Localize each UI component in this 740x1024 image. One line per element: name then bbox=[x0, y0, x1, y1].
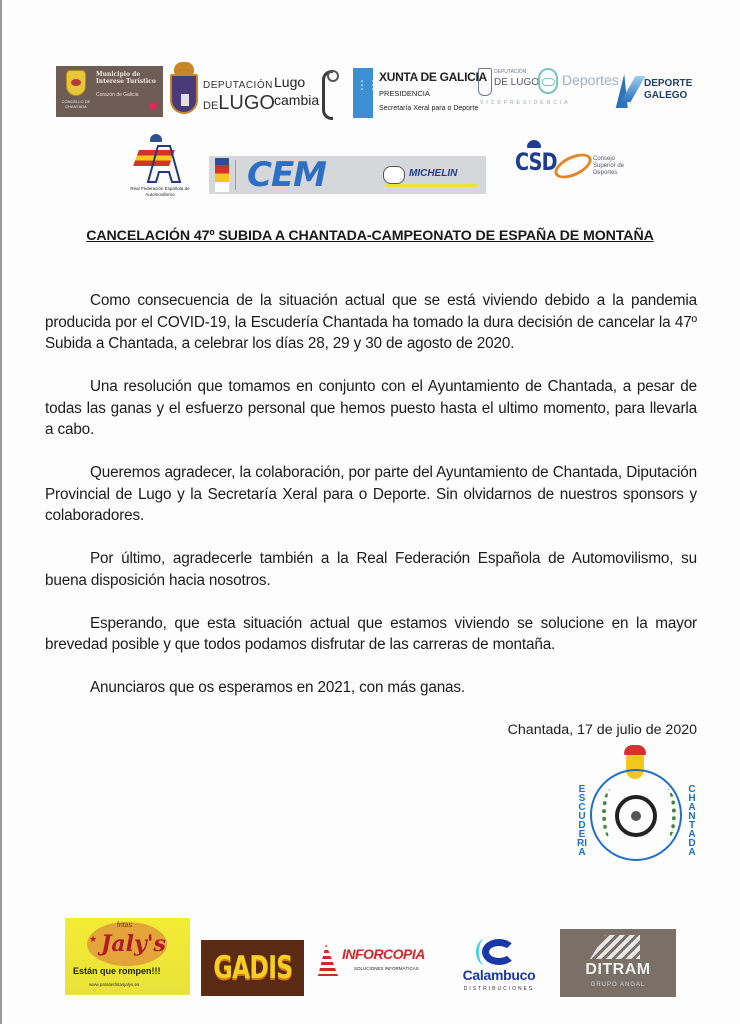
star-icon: ★ bbox=[89, 934, 98, 944]
inforcopia-name: INFORCOPIA bbox=[342, 946, 425, 962]
ditram-sub: GRUPO ANGAL bbox=[590, 982, 646, 988]
sponsor-gadis bbox=[201, 940, 304, 996]
deporte-galego-line2: GALEGO bbox=[644, 90, 688, 101]
lugo-cambia-line1: Lugo bbox=[274, 74, 306, 90]
shield-icon bbox=[478, 68, 492, 96]
cem-michelin-banner bbox=[209, 156, 486, 194]
deputacion-lugo-label bbox=[203, 93, 275, 117]
jalys-url: www.patatasfritasjalys.es bbox=[89, 982, 140, 987]
calambuco-name: Calambuco bbox=[462, 967, 536, 983]
csd-letters: CSD bbox=[515, 148, 557, 176]
jalys-fritas: fritas bbox=[117, 922, 133, 929]
concello-name: CONCELLO DE CHANTADA bbox=[61, 99, 91, 109]
paragraph: Esperando, que esta situación actual que estamos viviendo se solucione en la mayor brevedad posible y que todos podamos disfrutar de las carreras de montaña. bbox=[45, 614, 697, 653]
pink-dot-icon bbox=[149, 102, 157, 110]
crown-icon bbox=[527, 140, 541, 148]
rfea-small-icon bbox=[215, 158, 229, 192]
ditram-roof-icon bbox=[590, 935, 640, 959]
michelin-text: MICHELIN bbox=[409, 168, 458, 179]
inforcopia-mark-icon bbox=[318, 944, 338, 976]
deportes-vicepresidencia: VICEPRESIDENCIA bbox=[480, 100, 571, 106]
document-title: CANCELACIÓN 47º SUBIDA A CHANTADA-CAMPEONATO DE ESPAÑA DE MONTAÑA bbox=[86, 228, 654, 244]
concello-chantada-logo bbox=[56, 66, 163, 117]
chantada-crest-icon bbox=[66, 70, 86, 96]
csd-caption: Consejo Superior de Deportes bbox=[593, 156, 625, 176]
lugo-cambia-line2: cambia bbox=[274, 92, 320, 108]
lugo-cambia-logo bbox=[274, 66, 340, 118]
calambuco-sub: DISTRIBUCIONES bbox=[463, 986, 535, 992]
inforcopia-sub: SOLUCIONES INFORMÁTICAS bbox=[354, 966, 419, 971]
deputacion-lugo-deportes-logo bbox=[476, 64, 619, 110]
escuderia-text: ESCUDERIA bbox=[577, 784, 587, 858]
paragraph: Por último, agradecerle también a la Real Federación Española de Automovilismo, su buena disposición hacia nosotros. bbox=[45, 550, 697, 589]
ball-icon bbox=[327, 70, 339, 82]
sponsor-ditram bbox=[560, 929, 676, 997]
rfea-caption: Real Federación Española de Automovilismo bbox=[130, 186, 190, 197]
calambuco-c-icon bbox=[482, 939, 516, 965]
deportes-de-lugo: DE LUGO bbox=[494, 77, 540, 88]
rings-icon bbox=[538, 68, 558, 94]
date-line: Chantada, 17 de julio de 2020 bbox=[507, 722, 697, 738]
cem-logo-text: CEM bbox=[247, 155, 327, 195]
jalys-slogan: Están que rompen!!! bbox=[73, 966, 161, 976]
ditram-name: DITRAM bbox=[585, 961, 651, 978]
xunta-name: XUNTA DE GALICIA bbox=[379, 70, 487, 84]
lugo-shield-icon bbox=[169, 62, 199, 118]
xunta-secretaria: Secretaría Xeral para o Deporte bbox=[379, 105, 479, 112]
gadis-name: GADIS bbox=[213, 950, 293, 986]
deputacion-lugo-logo bbox=[169, 62, 275, 120]
deporte-galego-line1: DEPORTE bbox=[644, 78, 693, 89]
deputacion-label: DEPUTACIÓN bbox=[203, 80, 273, 91]
deportes-label: Deportes bbox=[562, 72, 619, 88]
concello-tagline: Municipio de Interese Turístico bbox=[96, 71, 156, 85]
deportes-deputacion: DEPUTACIÓN bbox=[494, 69, 527, 75]
deporte-galego-logo bbox=[620, 72, 696, 112]
deputacion-de: DE bbox=[203, 100, 219, 112]
galicia-flag-icon bbox=[353, 68, 373, 118]
divider bbox=[235, 160, 236, 190]
deporte-galego-text bbox=[644, 78, 692, 102]
paragraph: Queremos agradecer, la colaboración, por parte del Ayuntamiento de Chantada, Diputación Provincial de Lugo y la Secretaría Xeral para o Deporte. Sin olvidarnos de nuestros sponsors y colaboradores. bbox=[45, 464, 697, 524]
sponsor-inforcopia bbox=[318, 938, 440, 990]
escuderia-chantada-logo bbox=[572, 745, 700, 863]
orbit-icon bbox=[551, 148, 596, 183]
laurel-right-icon bbox=[658, 789, 676, 839]
document-body bbox=[45, 290, 697, 720]
steering-wheel-icon bbox=[615, 795, 657, 837]
csd-logo bbox=[513, 140, 633, 195]
rfea-logo bbox=[118, 130, 202, 202]
sponsor-jalys bbox=[65, 918, 190, 995]
sponsor-calambuco bbox=[446, 937, 552, 997]
paragraph: Una resolución que tomamos en conjunto con el Ayuntamiento de Chantada, a pesar de todas las ganas y el esfuerzo personal que hemos puesto hasta el ultimo momento, para llevarla a cabo. bbox=[45, 378, 697, 438]
michelin-underline bbox=[385, 184, 477, 187]
michelin-man-icon bbox=[383, 166, 405, 184]
rfea-a-icon bbox=[118, 130, 202, 186]
page-edge bbox=[0, 0, 2, 1024]
chantada-text: CHANTADA bbox=[688, 784, 696, 858]
paragraph: Anunciaros que os esperamos en 2021, con más ganas. bbox=[90, 679, 466, 696]
crown-icon bbox=[624, 745, 646, 755]
deputacion-lugo: LUGO bbox=[218, 92, 275, 114]
xunta-presidencia: PRESIDENCIA bbox=[379, 89, 430, 98]
concello-subtitle: Corazón de Galicia bbox=[96, 92, 139, 98]
xunta-galicia-logo bbox=[353, 68, 487, 118]
jalys-name: Jaly's bbox=[101, 931, 166, 957]
paragraph: Como consecuencia de la situación actual que se está viviendo debido a la pandemia producida por el COVID-19, la Escudería Chantada ha tomado la dura decisión de cancelar la 47º Subida a Chantada, a celebrar los días 28, 29 y 30 de agosto de 2020. bbox=[45, 292, 697, 352]
